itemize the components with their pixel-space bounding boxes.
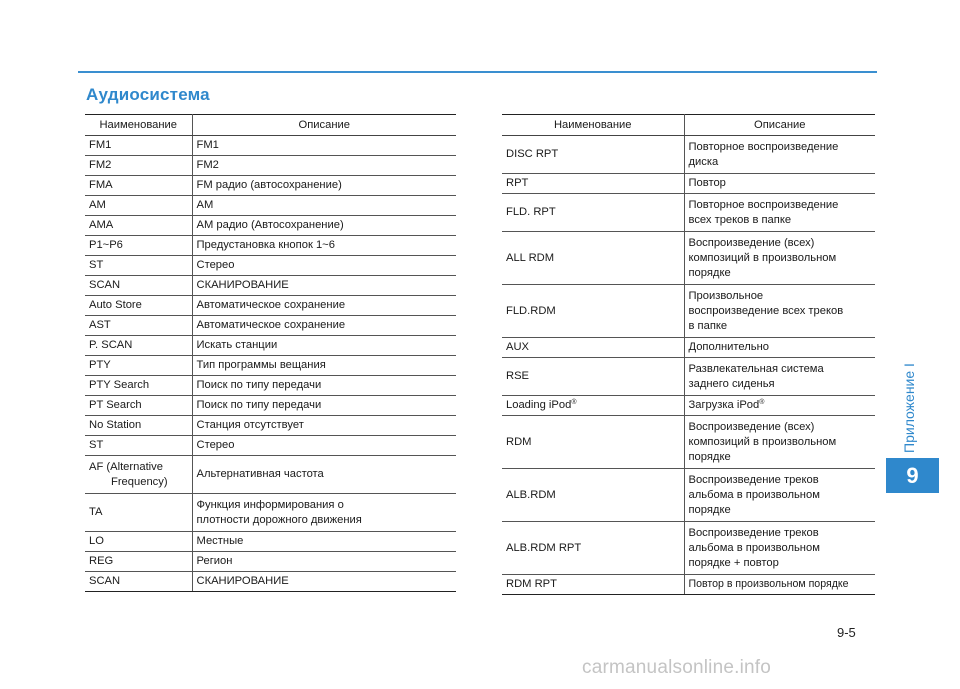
media-abbreviations-table [502,114,875,595]
row-description [684,136,875,174]
row-name: FLD. RPT [502,194,684,232]
row-name: ST [85,436,192,456]
table-row [85,396,456,416]
table-row [502,358,875,396]
table-row [85,196,456,216]
row-description: FM радио (автосохранение) [192,176,456,196]
table-row [85,416,456,436]
description-line: порядке [688,450,731,463]
row-description [684,194,875,232]
row-description: AM радио (Автосохранение) [192,216,456,236]
row-description: Повтор [684,174,875,194]
table-row [85,156,456,176]
row-description: Автоматическое сохранение [192,316,456,336]
header-description: Описание [192,115,456,136]
table-row [502,194,875,232]
description-line: Произвольное [688,289,764,302]
row-description: Автоматическое сохранение [192,296,456,316]
top-divider-rule [78,71,877,73]
description-line: порядке + повтор [688,556,779,569]
row-description: AM [192,196,456,216]
table-row [85,436,456,456]
row-description: Предустановка кнопок 1~6 [192,236,456,256]
table-row [502,285,875,338]
description-line: альбома в произвольном [688,541,820,554]
row-name: PT Search [85,396,192,416]
table-header-row [502,115,875,136]
table-row [85,276,456,296]
row-name-line: Frequency) [111,475,168,488]
table-row [85,136,456,156]
row-description: Стерео [192,256,456,276]
table-row [85,532,456,552]
table-row [85,572,456,592]
description-line: композиций в произвольном [688,435,837,448]
description-line: заднего сиденья [688,377,775,390]
table-row [502,522,875,575]
row-description [684,396,875,416]
row-description: Стерео [192,436,456,456]
radio-abbreviations-table [85,114,456,592]
row-description: Регион [192,552,456,572]
row-description: FM2 [192,156,456,176]
description-line: Повторное воспроизведение [688,198,839,211]
row-description: Поиск по типу передачи [192,376,456,396]
row-name: SCAN [85,276,192,296]
row-name: ALB.RDM RPT [502,522,684,575]
description-line: альбома в произвольном [688,488,820,501]
row-name: P1~P6 [85,236,192,256]
description-line: всех треков в папке [688,213,792,226]
description-line: плотности дорожного движения [196,513,362,526]
description-line: Загрузка iPod [688,399,760,411]
table-row [85,552,456,572]
table-row [85,316,456,336]
row-name: PTY Search [85,376,192,396]
table-row [85,296,456,316]
row-name: PTY [85,356,192,376]
row-name: RDM RPT [502,575,684,595]
row-description: СКАНИРОВАНИЕ [192,572,456,592]
row-name: TA [85,494,192,532]
row-description [684,469,875,522]
row-description: СКАНИРОВАНИЕ [192,276,456,296]
row-name: ALB.RDM [502,469,684,522]
row-name: FM2 [85,156,192,176]
table-row [85,376,456,396]
row-description: Поиск по типу передачи [192,396,456,416]
row-description: Повтор в произвольном порядке [684,575,875,595]
table-row [502,136,875,174]
row-name: AMA [85,216,192,236]
row-name: AUX [502,338,684,358]
row-name [85,456,192,494]
chapter-side-label [901,362,917,453]
registered-mark: ® [571,399,577,406]
row-description [684,285,875,338]
row-name: AST [85,316,192,336]
description-line: Воспроизведение (всех) [688,236,815,249]
chapter-side-label-text: Приложение I [901,362,917,453]
row-name [502,396,684,416]
table-row [85,256,456,276]
row-description [684,522,875,575]
description-line: воспроизведение всех треков [688,304,844,317]
row-name: FM1 [85,136,192,156]
description-line: порядке [688,503,731,516]
table-row [502,232,875,285]
watermark: carmanualsonline.info [582,657,772,678]
row-description: Искать станции [192,336,456,356]
row-name: P. SCAN [85,336,192,356]
table-row [85,456,456,494]
description-line: Повторное воспроизведение [688,140,839,153]
description-line: Функция информирования о [196,498,344,511]
table-header-row [85,115,456,136]
table-row [85,356,456,376]
row-description: Местные [192,532,456,552]
description-line: Развлекательная система [688,362,824,375]
row-name: RDM [502,416,684,469]
section-title: Аудиосистема [86,85,210,104]
row-name: FLD.RDM [502,285,684,338]
row-name: FMA [85,176,192,196]
header-description: Описание [684,115,875,136]
table-row [502,416,875,469]
row-description: Тип программы вещания [192,356,456,376]
row-name: Auto Store [85,296,192,316]
table-row [502,575,875,595]
row-name: RSE [502,358,684,396]
description-line: Воспроизведение треков [688,473,819,486]
row-name: RPT [502,174,684,194]
row-name: No Station [85,416,192,436]
chapter-number-tab: 9 [886,458,939,493]
description-line: Воспроизведение треков [688,526,819,539]
row-description: Дополнительно [684,338,875,358]
table-row [85,336,456,356]
row-description: Станция отсутствует [192,416,456,436]
header-name: Наименование [85,115,192,136]
table-row [502,174,875,194]
table-row [502,469,875,522]
description-line: в папке [688,319,728,332]
row-description: FM1 [192,136,456,156]
row-description [684,232,875,285]
row-name-text: Loading iPod [506,399,572,411]
row-description [192,494,456,532]
row-description: Альтернативная частота [192,456,456,494]
header-name: Наименование [502,115,684,136]
row-name: ALL RDM [502,232,684,285]
description-line: диска [688,155,719,168]
table-row [85,216,456,236]
row-name-line: AF (Alternative [89,460,163,473]
table-row [85,176,456,196]
row-name: ST [85,256,192,276]
description-line: композиций в произвольном [688,251,837,264]
row-name: LO [85,532,192,552]
row-name: SCAN [85,572,192,592]
table-row [502,338,875,358]
row-name: DISC RPT [502,136,684,174]
registered-mark: ® [759,399,765,406]
table-row [85,494,456,532]
table-row [502,396,875,416]
row-description [684,416,875,469]
description-line: порядке [688,266,731,279]
description-line: Воспроизведение (всех) [688,420,815,433]
row-name: AM [85,196,192,216]
page-number: 9-5 [837,625,856,640]
table-row [85,236,456,256]
row-name: REG [85,552,192,572]
row-description [684,358,875,396]
